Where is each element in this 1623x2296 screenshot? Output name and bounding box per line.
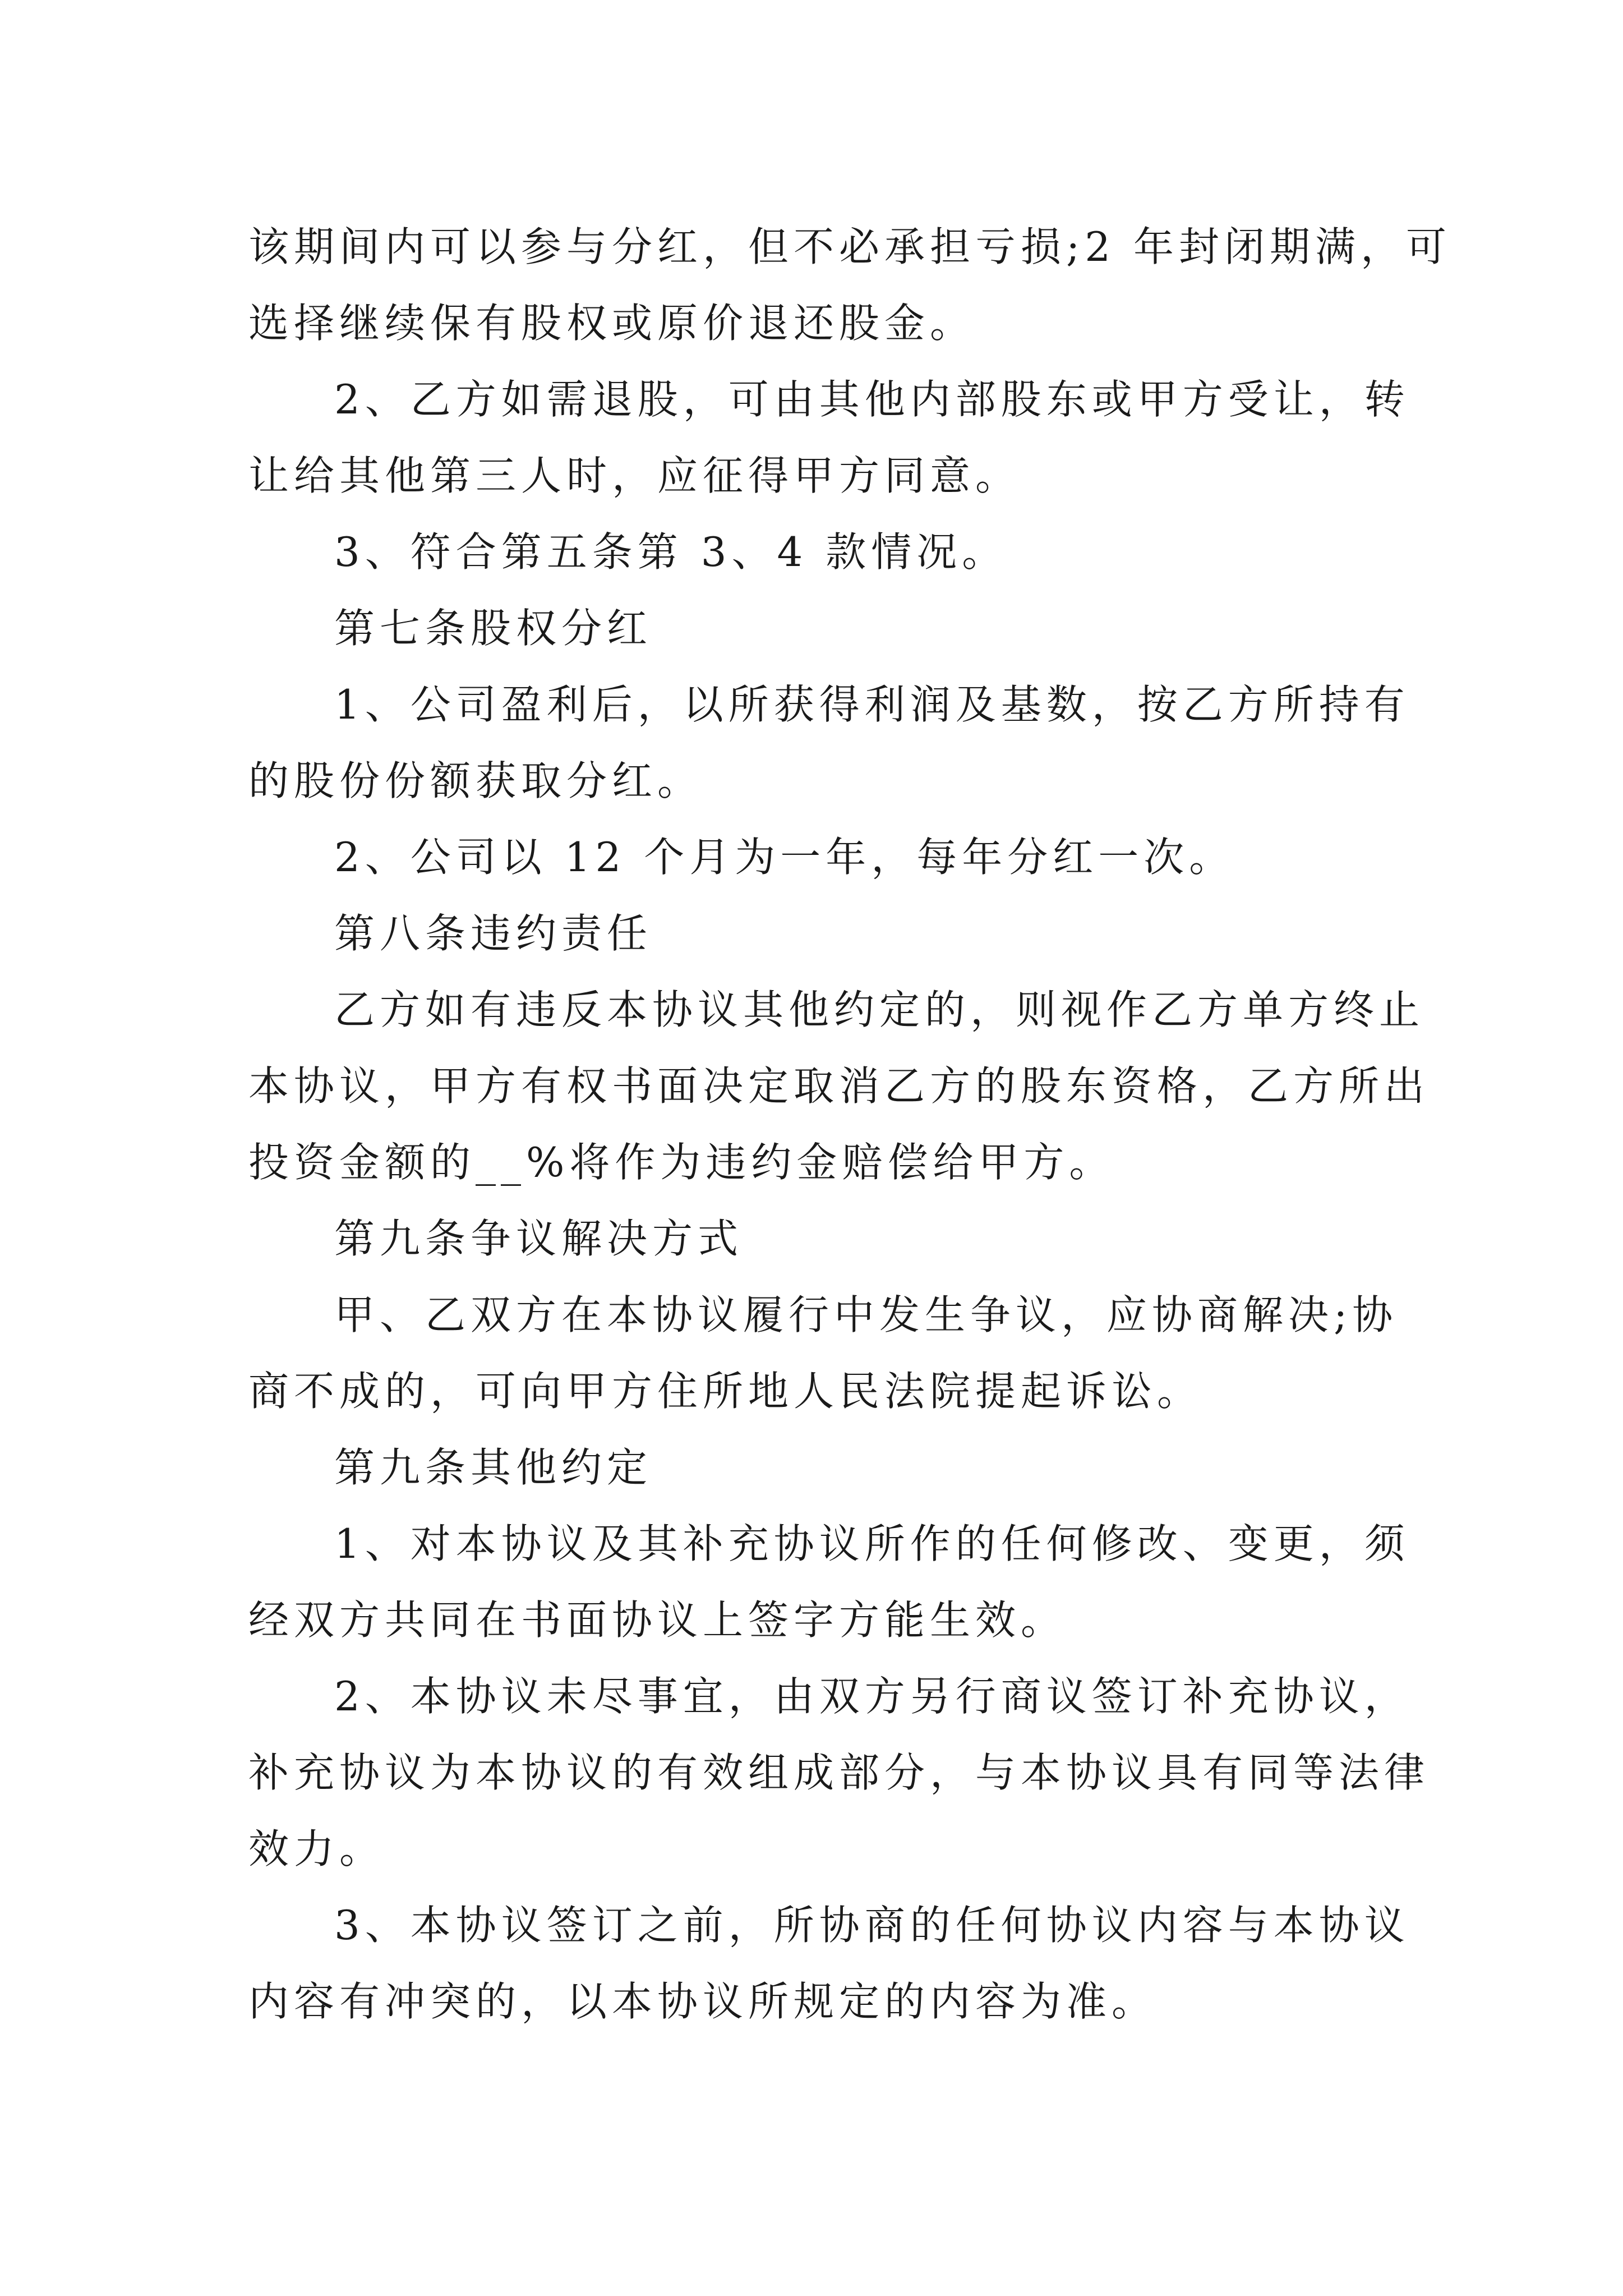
section-heading: 第八条违约责任 [334, 910, 653, 957]
body-line: 效力。 [248, 1825, 385, 1872]
body-line: 2、乙方如需退股，可由其他内部股东或甲方受让，转 [334, 376, 1410, 423]
body-line: 投资金额的__%将作为违约金赔偿给甲方。 [248, 1139, 1115, 1186]
body-line: 乙方如有违反本协议其他约定的，则视作乙方单方终止 [334, 986, 1425, 1033]
body-line: 2、本协议未尽事宜，由双方另行商议签订补充协议， [334, 1673, 1410, 1720]
body-line: 2、公司以 12 个月为一年，每年分红一次。 [334, 834, 1235, 881]
body-line: 经双方共同在书面协议上签字方能生效。 [248, 1596, 1067, 1644]
body-line: 让给其他第三人时，应征得甲方同意。 [248, 452, 1021, 499]
body-line: 选择继续保有股权或原价退还股金。 [248, 300, 976, 347]
body-line: 本协议，甲方有权书面决定取消乙方的股东资格，乙方所出 [248, 1062, 1430, 1110]
body-line: 3、本协议签订之前，所协商的任何协议内容与本协议 [334, 1902, 1410, 1949]
body-line: 1、公司盈利后，以所获得利润及基数，按乙方所持有 [334, 681, 1410, 728]
body-line: 补充协议为本协议的有效组成部分，与本协议具有同等法律 [248, 1749, 1430, 1796]
body-line: 该期间内可以参与分红，但不必承担亏损;2 年封闭期满，可 [248, 223, 1451, 270]
body-line: 商不成的，可向甲方住所地人民法院提起诉讼。 [248, 1368, 1203, 1415]
body-line: 内容有冲突的，以本协议所规定的内容为准。 [248, 1978, 1158, 2025]
section-heading: 第九条争议解决方式 [334, 1215, 744, 1262]
body-line: 的股份份额获取分红。 [248, 757, 703, 804]
body-line: 1、对本协议及其补充协议所作的任何修改、变更，须 [334, 1520, 1410, 1567]
section-heading: 第七条股权分红 [334, 605, 653, 652]
body-line: 甲、乙双方在本协议履行中发生争议，应协商解决;协 [334, 1291, 1398, 1338]
section-heading: 第九条其他约定 [334, 1444, 653, 1491]
body-line: 3、符合第五条第 3、4 款情况。 [334, 528, 1008, 576]
